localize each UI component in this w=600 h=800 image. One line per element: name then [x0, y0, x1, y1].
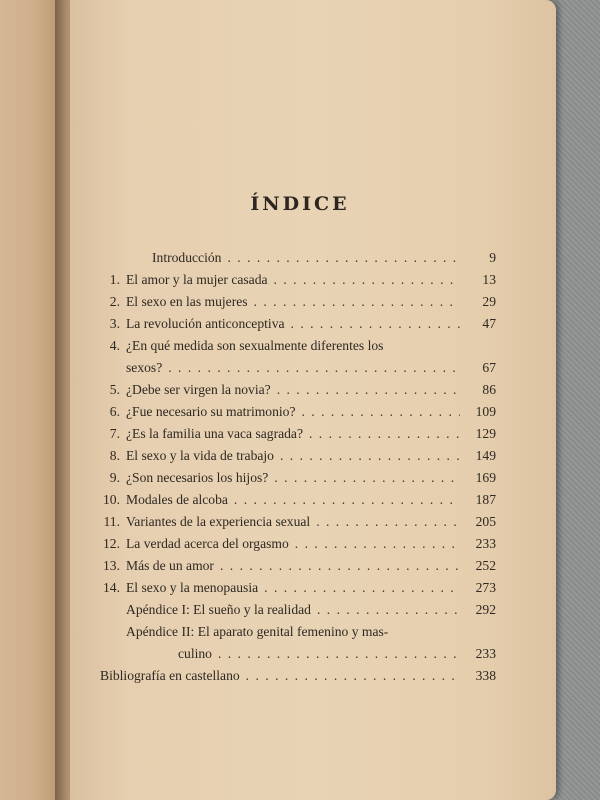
toc-leader [291, 313, 460, 335]
toc-leader [280, 445, 460, 467]
toc-label: ¿Fue necesario su matrimonio? [126, 404, 296, 419]
toc-leader [274, 269, 460, 291]
toc-entry-6 [96, 401, 496, 423]
toc-entry-appendix-2 [96, 621, 496, 643]
toc-number: 9. [109, 470, 120, 485]
toc-leader [168, 357, 460, 379]
toc-page-number: 273 [475, 580, 496, 595]
toc-page-number: 187 [475, 492, 496, 507]
toc-label: La revolución anticonceptiva [126, 316, 285, 331]
toc-leader [254, 291, 460, 313]
toc-page-number: 47 [482, 316, 496, 331]
toc-entry-2 [96, 291, 496, 313]
toc-page-number: 149 [475, 448, 496, 463]
left-page-edge [0, 0, 62, 800]
toc-number: 2. [109, 294, 120, 309]
toc-page-number: 169 [475, 470, 496, 485]
toc-entry-3 [96, 313, 496, 335]
toc-entry-intro [96, 247, 496, 269]
toc-number: 4. [109, 338, 120, 353]
toc-entry-9 [96, 467, 496, 489]
toc-entry-appendix-1 [96, 599, 496, 621]
toc-leader [234, 489, 460, 511]
toc-page-number: 338 [475, 668, 496, 683]
toc-entry-12 [96, 533, 496, 555]
table-of-contents [96, 247, 496, 687]
toc-label-continued: sexos? [126, 360, 163, 375]
toc-number: 7. [109, 426, 120, 441]
toc-entry-13 [96, 555, 496, 577]
toc-page-number: 13 [482, 272, 496, 287]
toc-leader [317, 599, 460, 621]
toc-entry-5 [96, 379, 496, 401]
toc-page-number: 233 [475, 646, 496, 661]
toc-leader [302, 401, 461, 423]
toc-entry-14 [96, 577, 496, 599]
toc-label: El sexo en las mujeres [126, 294, 248, 309]
toc-leader [277, 379, 460, 401]
toc-number: 14. [103, 580, 120, 595]
toc-leader [246, 665, 460, 687]
toc-number: 8. [109, 448, 120, 463]
toc-number: 13. [103, 558, 120, 573]
page-title: ÍNDICE [250, 193, 350, 215]
toc-page-number: 233 [475, 536, 496, 551]
toc-entry-10 [96, 489, 496, 511]
toc-number: 1. [109, 272, 120, 287]
toc-label-continued: culino [178, 646, 212, 661]
toc-page-number: 205 [475, 514, 496, 529]
toc-leader [309, 423, 460, 445]
toc-page-number: 29 [482, 294, 496, 309]
toc-leader [227, 247, 460, 269]
toc-number: 6. [109, 404, 120, 419]
toc-label: ¿Es la familia una vaca sagrada? [126, 426, 303, 441]
toc-leader [264, 577, 460, 599]
toc-label: Bibliografía en castellano [100, 668, 240, 683]
toc-number: 12. [103, 536, 120, 551]
toc-page-number: 292 [475, 602, 496, 617]
toc-label: ¿En qué medida son sexualmente diferentes los [126, 338, 384, 353]
toc-entry-11 [96, 511, 496, 533]
toc-label: ¿Debe ser virgen la novia? [126, 382, 271, 397]
toc-entry-4-cont [96, 357, 496, 379]
toc-leader [295, 533, 460, 555]
toc-page-number: 9 [489, 250, 496, 265]
toc-label: Apéndice I: El sueño y la realidad [126, 602, 311, 617]
toc-label: Apéndice II: El aparato genital femenino y mas- [126, 624, 389, 639]
toc-entry-7 [96, 423, 496, 445]
toc-entry-8 [96, 445, 496, 467]
toc-entry-4 [96, 335, 496, 357]
toc-number: 3. [109, 316, 120, 331]
toc-leader [220, 555, 460, 577]
toc-label: ¿Son necesarios los hijos? [126, 470, 269, 485]
toc-label: El amor y la mujer casada [126, 272, 268, 287]
toc-page-number: 252 [475, 558, 496, 573]
toc-label: Variantes de la experiencia sexual [126, 514, 311, 529]
toc-number: 11. [103, 514, 120, 529]
toc-leader [316, 511, 460, 533]
toc-page-number: 109 [475, 404, 496, 419]
toc-page-number: 86 [482, 382, 496, 397]
toc-number: 10. [103, 492, 120, 507]
toc-label: Más de un amor [126, 558, 214, 573]
toc-page-number: 129 [475, 426, 496, 441]
toc-page-number: 67 [482, 360, 496, 375]
toc-leader [274, 467, 460, 489]
toc-entry-bibliography [96, 665, 496, 687]
toc-leader [218, 643, 460, 665]
toc-entry-1 [96, 269, 496, 291]
toc-label: El sexo y la menopausia [126, 580, 259, 595]
toc-label: El sexo y la vida de trabajo [126, 448, 274, 463]
toc-entry-appendix-2-cont [96, 643, 496, 665]
toc-label: Modales de alcoba [126, 492, 228, 507]
toc-number: 5. [109, 382, 120, 397]
toc-label: Introducción [152, 250, 222, 265]
toc-label: La verdad acerca del orgasmo [126, 536, 289, 551]
